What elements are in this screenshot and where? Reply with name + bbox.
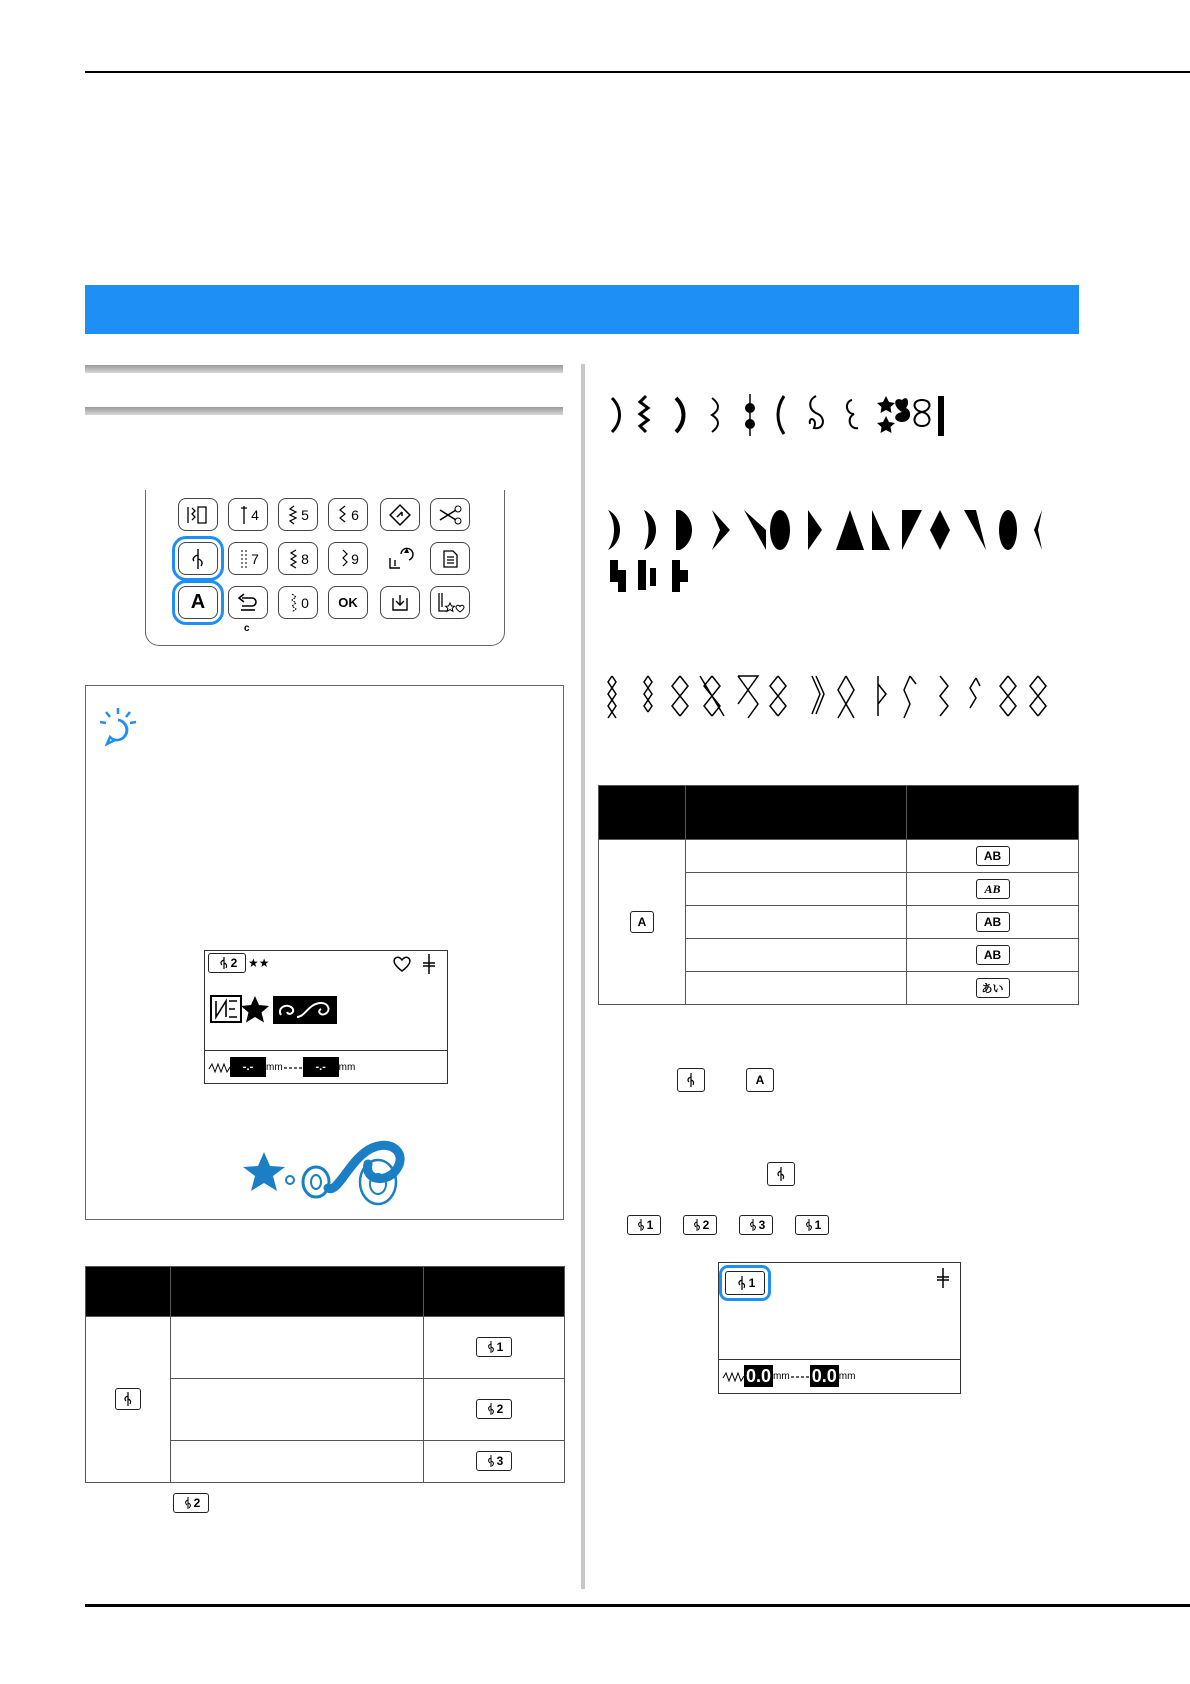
needle-icon xyxy=(933,1267,953,1289)
decorative-page-3-icon: 3 xyxy=(476,1451,512,1471)
font-block-icon: AB xyxy=(976,945,1010,965)
table-icon-cell xyxy=(907,873,1079,906)
decorative-key-icon xyxy=(115,1388,141,1410)
needle-icon xyxy=(419,953,439,975)
table-cell xyxy=(171,1441,424,1483)
decorative-page-tag: 2 xyxy=(208,953,246,973)
table-icon-cell xyxy=(424,1317,565,1379)
decorative-table xyxy=(85,1266,565,1483)
pattern-preview-icon xyxy=(209,993,339,1027)
width-zigzag-icon xyxy=(208,1060,230,1074)
lcd-preview-note xyxy=(204,950,448,1084)
stitch-4-key[interactable] xyxy=(228,498,268,531)
length-field: 0.0 xyxy=(811,1366,837,1386)
key-label: 9 xyxy=(351,550,359,567)
embroidery-sample-image xyxy=(228,1130,428,1210)
character-key-icon: A xyxy=(630,911,654,933)
reinforce-icon xyxy=(385,546,415,572)
table-header-cell xyxy=(907,786,1079,840)
table-cell xyxy=(686,840,907,873)
key-label: 5 xyxy=(301,506,309,523)
needle-position-key[interactable] xyxy=(380,586,420,619)
lcd-stars: ★★ xyxy=(248,956,270,970)
character-table xyxy=(598,785,1079,1005)
table-icon-cell xyxy=(907,939,1079,972)
font-script-icon: AB xyxy=(976,879,1010,899)
table-cell xyxy=(171,1317,424,1379)
stitch-0-key[interactable] xyxy=(278,586,318,619)
key-caption-c: c xyxy=(244,623,250,634)
table-icon-cell xyxy=(424,1379,565,1441)
key-label: 8 xyxy=(301,550,309,567)
decorative-page-tag: 1 xyxy=(725,1271,765,1295)
width-zigzag-icon xyxy=(722,1369,744,1383)
needle-star-icon xyxy=(435,591,465,615)
table-header-cell xyxy=(599,786,686,840)
page-tag-sequence xyxy=(627,1215,829,1235)
table-icon-cell xyxy=(907,906,1079,939)
heart-icon xyxy=(391,955,413,973)
decorative-key-inline-icon xyxy=(677,1068,705,1092)
reinforcement-key[interactable] xyxy=(380,542,420,575)
straight-stitch-key[interactable] xyxy=(178,498,218,531)
font-icon: AB xyxy=(976,846,1010,866)
table-cell xyxy=(686,972,907,1005)
zigzag-icon xyxy=(287,548,301,570)
thread-cutter-key[interactable] xyxy=(430,498,470,531)
length-field: -.- xyxy=(303,1057,339,1077)
font-japanese-icon: あい xyxy=(976,978,1010,998)
needle-position-icon xyxy=(389,592,411,614)
key-label: A xyxy=(190,591,206,613)
stitch-7-key[interactable] xyxy=(228,542,268,575)
zigzag-icon xyxy=(337,504,351,526)
column-divider xyxy=(581,364,585,1589)
table-key-cell xyxy=(599,840,686,1005)
key-label: OK xyxy=(338,595,358,610)
table-header-cell xyxy=(171,1267,424,1317)
table-key-cell xyxy=(86,1317,171,1483)
table-icon-cell xyxy=(424,1441,565,1483)
cross-stitch-row xyxy=(604,674,1064,724)
sequence-tag: 1 xyxy=(627,1215,661,1235)
width-field: -.- xyxy=(230,1057,266,1077)
table-header-cell xyxy=(686,786,907,840)
stitch-icon xyxy=(237,548,251,570)
decorative-stitch-icon xyxy=(187,547,209,571)
key-label: 0 xyxy=(301,594,309,611)
stitch-8-key[interactable] xyxy=(278,542,318,575)
table-cell xyxy=(686,873,907,906)
font-outline-icon: AB xyxy=(976,912,1010,932)
back-key[interactable] xyxy=(228,586,268,619)
stitch-5-key[interactable] xyxy=(278,498,318,531)
bottom-rule xyxy=(85,1604,1190,1607)
character-stitch-key[interactable] xyxy=(178,586,218,619)
sequence-tag: 2 xyxy=(683,1215,717,1235)
reverse-stitch-key[interactable] xyxy=(380,498,420,531)
table-icon-cell xyxy=(907,840,1079,873)
decorative-stitch-key[interactable] xyxy=(178,542,218,575)
scissors-icon xyxy=(437,504,463,526)
reverse-icon xyxy=(388,503,412,527)
decorative-page-2-inline-icon: 2 xyxy=(173,1493,209,1513)
width-field: 0.0 xyxy=(746,1366,772,1386)
table-cell xyxy=(171,1379,424,1441)
lcd-preview-right xyxy=(718,1262,961,1394)
control-panel-keypad xyxy=(145,490,505,646)
decorative-key-inline-icon-2 xyxy=(767,1162,795,1186)
decorative-stitch-row-1 xyxy=(604,390,1004,440)
length-dash-icon xyxy=(790,1369,810,1383)
zigzag-icon xyxy=(337,548,351,570)
stitch-list-key[interactable] xyxy=(430,542,470,575)
table-cell xyxy=(686,939,907,972)
table-header-cell xyxy=(424,1267,565,1317)
length-unit: mm xyxy=(838,1370,856,1382)
stitch-icon xyxy=(237,504,251,526)
note-lightbulb-icon xyxy=(98,706,138,750)
decorative-page-2-icon: 2 xyxy=(476,1399,512,1419)
subheading-bar-top xyxy=(85,365,563,373)
sequence-tag: 1 xyxy=(795,1215,829,1235)
table-header-cell xyxy=(86,1267,171,1317)
key-label: 4 xyxy=(251,506,259,523)
length-unit: mm xyxy=(338,1061,356,1073)
zigzag-icon xyxy=(287,592,301,614)
decorative-page-1-icon: 1 xyxy=(476,1337,512,1357)
width-unit: mm xyxy=(266,1061,283,1073)
length-dash-icon xyxy=(283,1060,303,1074)
needle-mode-key[interactable] xyxy=(430,586,470,619)
top-rule xyxy=(85,71,1190,73)
table-cell xyxy=(686,906,907,939)
table-icon-cell xyxy=(907,972,1079,1005)
width-unit: mm xyxy=(773,1370,790,1382)
ok-key[interactable] xyxy=(328,586,368,619)
key-label: 6 xyxy=(351,506,359,523)
key-label: 7 xyxy=(251,550,259,567)
stitch-9-key[interactable] xyxy=(328,542,368,575)
sequence-tag: 3 xyxy=(739,1215,773,1235)
zigzag-icon xyxy=(287,504,301,526)
decorative-stitch-row-2 xyxy=(604,508,1064,608)
list-icon xyxy=(440,548,460,570)
back-arrow-icon xyxy=(236,593,260,613)
straight-stitch-icon xyxy=(184,504,212,526)
decorative-stitch-icon xyxy=(217,956,231,970)
character-key-inline-icon: A xyxy=(746,1068,774,1092)
stitch-6-key[interactable] xyxy=(328,498,368,531)
section-banner xyxy=(85,285,1079,334)
subheading-bar-bottom xyxy=(85,407,563,415)
